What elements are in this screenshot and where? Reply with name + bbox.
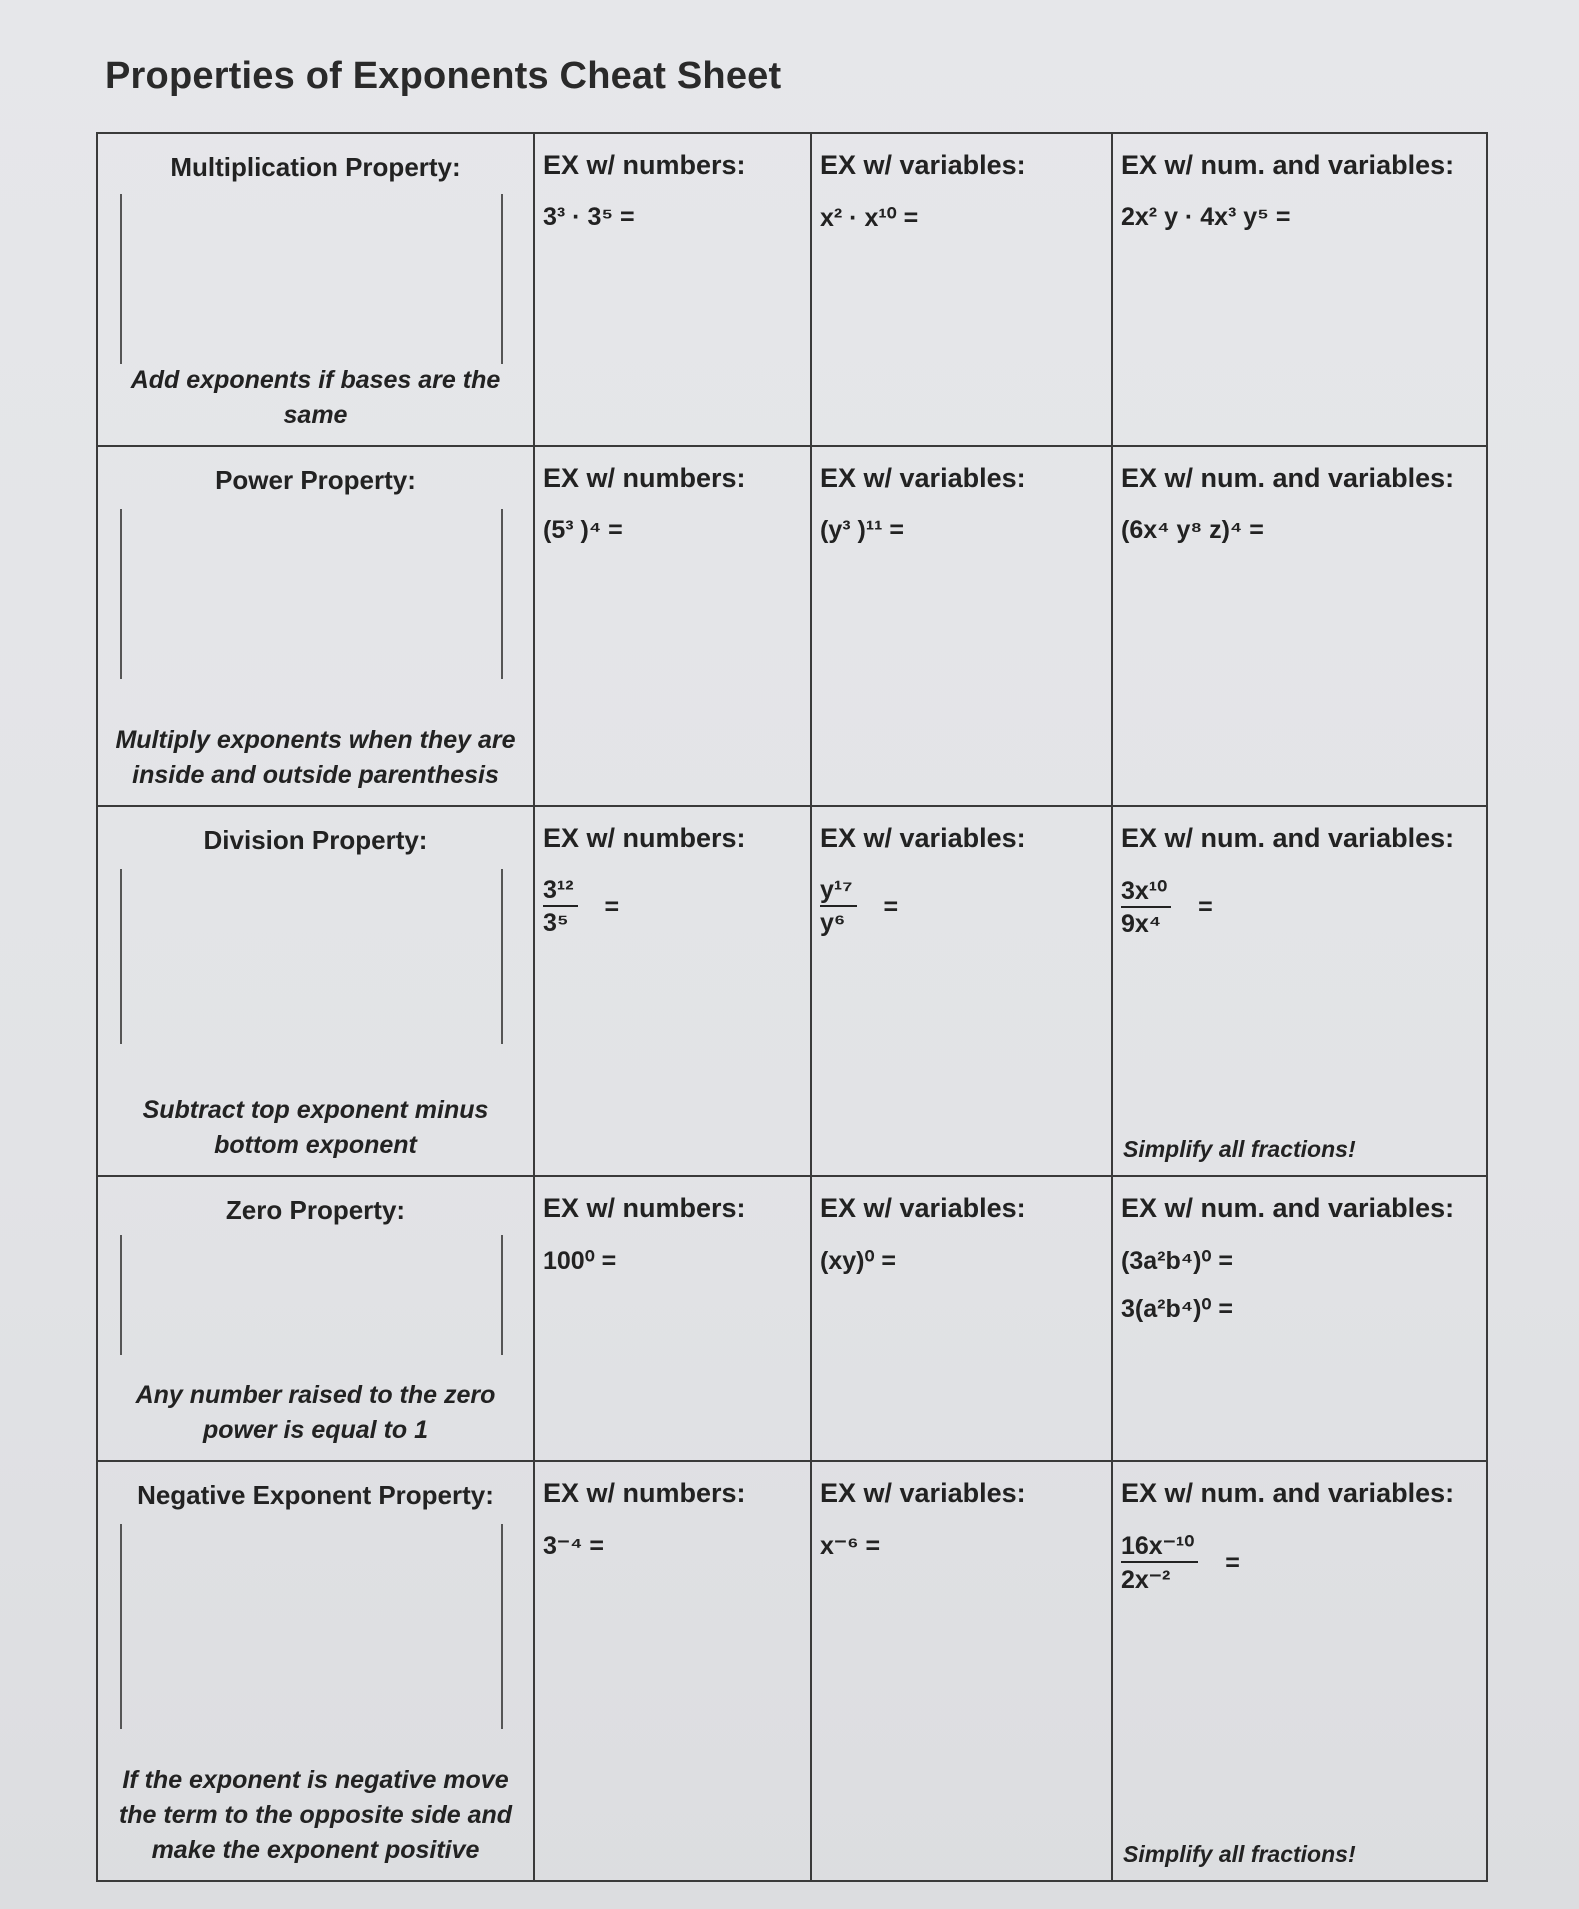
example-numbers-cell [534, 806, 811, 1176]
table-row [97, 806, 1487, 1176]
fraction-numerator: y¹⁷ [820, 876, 857, 907]
fraction-denominator: y⁶ [820, 909, 846, 937]
example-expression: (6x⁴ y⁸ z)⁴ = [1121, 516, 1264, 544]
example-expression: x⁻⁶ = [820, 1532, 881, 1560]
fraction-denominator: 9x⁴ [1121, 910, 1162, 938]
example-num-vars-header: EX w/ num. and variables: [1121, 463, 1455, 493]
example-num-vars-header: EX w/ num. and variables: [1121, 1193, 1455, 1223]
example-numbers-cell [534, 446, 811, 806]
example-numbers-header: EX w/ numbers: [543, 1478, 746, 1508]
property-description: If the exponent is negative move the term to the opposite side and make the exponent positive [118, 1766, 513, 1864]
example-expression: (3a²b⁴)⁰ = [1121, 1247, 1233, 1275]
fraction-numerator: 16x⁻¹⁰ [1121, 1531, 1198, 1563]
property-description: Add exponents if bases are the same [130, 366, 501, 429]
example-num-vars-cell [1112, 1461, 1487, 1881]
example-expression: (y³ )¹¹ = [820, 516, 905, 544]
fraction [1121, 1531, 1198, 1595]
answer-box [120, 1524, 503, 1729]
properties-table [96, 132, 1488, 1882]
table-row [97, 1461, 1487, 1881]
property-cell [97, 1176, 534, 1461]
example-expression: 3³ · 3⁵ = [543, 203, 635, 231]
example-numbers-cell [534, 1176, 811, 1461]
example-variables-header: EX w/ variables: [820, 150, 1026, 180]
answer-box [120, 509, 503, 679]
property-description: Multiply exponents when they are inside and outside parenthesis [115, 726, 516, 789]
table-row [97, 446, 1487, 806]
example-variables-header: EX w/ variables: [820, 463, 1026, 493]
fraction-denominator: 2x⁻² [1121, 1566, 1171, 1594]
property-name: Multiplication Property: [170, 152, 461, 182]
example-expression: 2x² y · 4x³ y⁵ = [1121, 203, 1291, 231]
answer-box [120, 1235, 503, 1355]
example-numbers-cell [534, 1461, 811, 1881]
example-expression: (5³ )⁴ = [543, 516, 623, 544]
fraction [543, 876, 578, 938]
example-numbers-header: EX w/ numbers: [543, 1193, 746, 1223]
property-description: Any number raised to the zero power is equal to 1 [135, 1381, 496, 1444]
example-expression: x² · x¹⁰ = [820, 204, 919, 232]
example-expression: 3⁻⁴ = [543, 1532, 605, 1560]
fraction [820, 876, 857, 938]
example-variables-header: EX w/ variables: [820, 823, 1026, 853]
equals-sign: = [604, 892, 620, 921]
example-num-vars-cell [1112, 133, 1487, 446]
equals-sign: = [883, 892, 899, 921]
table-row [97, 133, 1487, 446]
equals-sign: = [1198, 893, 1213, 921]
property-name: Division Property: [203, 825, 428, 855]
property-description: Subtract top exponent minus bottom exponent [142, 1096, 489, 1159]
example-expression: 3(a²b⁴)⁰ = [1121, 1295, 1233, 1323]
fraction [1121, 876, 1171, 939]
example-expression: 100⁰ = [543, 1247, 617, 1275]
simplify-note: Simplify all fractions! [1123, 1136, 1356, 1162]
property-cell [97, 806, 534, 1176]
example-expression [820, 876, 1111, 938]
property-cell [97, 133, 534, 446]
example-expression [1121, 1531, 1486, 1595]
property-name: Negative Exponent Property: [137, 1480, 494, 1510]
example-num-vars-header: EX w/ num. and variables: [1121, 150, 1455, 180]
example-numbers-header: EX w/ numbers: [543, 150, 746, 180]
example-expression: (xy)⁰ = [820, 1247, 897, 1275]
example-numbers-cell [534, 133, 811, 446]
example-variables-header: EX w/ variables: [820, 1478, 1026, 1508]
fraction-denominator: 3⁵ [543, 909, 569, 937]
example-num-vars-header: EX w/ num. and variables: [1121, 823, 1455, 853]
property-cell [97, 1461, 534, 1881]
example-variables-header: EX w/ variables: [820, 1193, 1026, 1223]
example-num-vars-cell [1112, 806, 1487, 1176]
example-num-vars-cell [1112, 1176, 1487, 1461]
example-num-vars-header: EX w/ num. and variables: [1121, 1478, 1455, 1508]
fraction-numerator: 3x¹⁰ [1121, 876, 1171, 908]
example-expression [1121, 876, 1486, 939]
simplify-note: Simplify all fractions! [1123, 1841, 1356, 1867]
example-variables-cell [811, 446, 1112, 806]
equals-sign: = [1225, 1548, 1240, 1577]
example-expression [543, 876, 810, 938]
property-name: Power Property: [215, 465, 416, 495]
example-numbers-header: EX w/ numbers: [543, 463, 746, 493]
example-variables-cell [811, 1176, 1112, 1461]
property-cell [97, 446, 534, 806]
fraction-numerator: 3¹² [543, 876, 578, 907]
answer-box [120, 869, 503, 1044]
table-row [97, 1176, 1487, 1461]
example-variables-cell [811, 133, 1112, 446]
example-num-vars-cell [1112, 446, 1487, 806]
page-title: Properties of Exponents Cheat Sheet [105, 55, 782, 97]
example-numbers-header: EX w/ numbers: [543, 823, 746, 853]
example-variables-cell [811, 806, 1112, 1176]
answer-box [120, 194, 503, 364]
example-variables-cell [811, 1461, 1112, 1881]
property-name: Zero Property: [225, 1195, 406, 1225]
